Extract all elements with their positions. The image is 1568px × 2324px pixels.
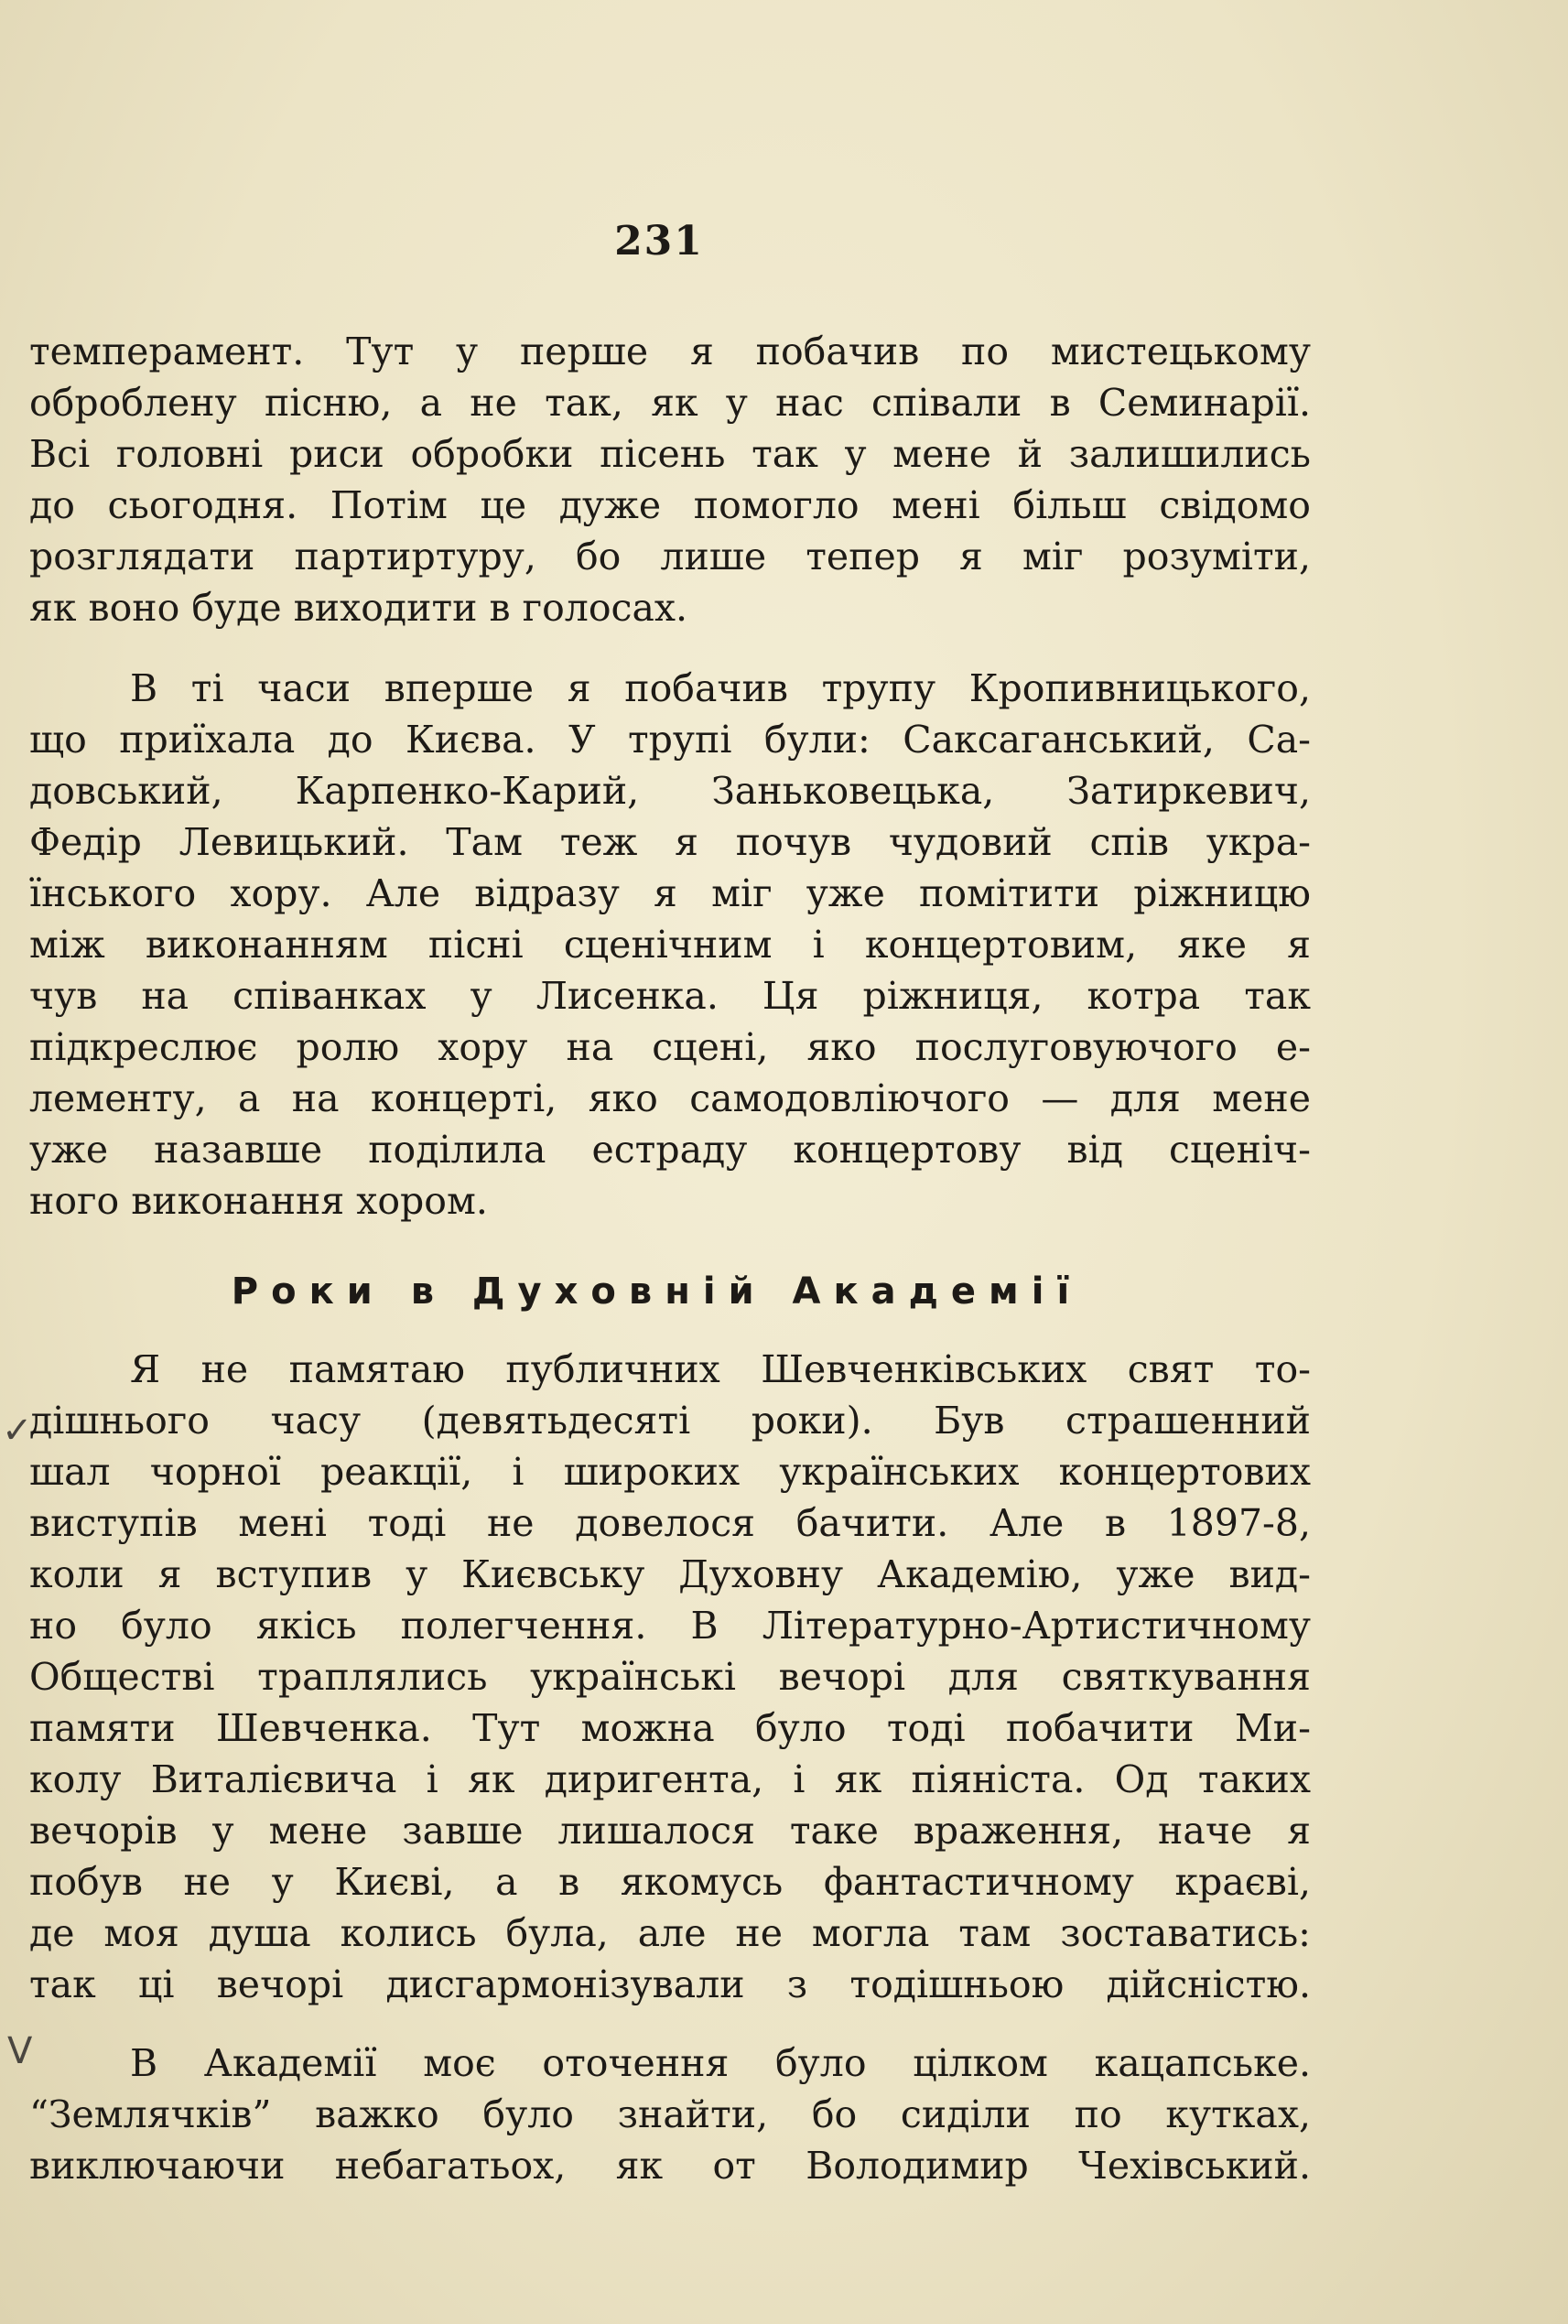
- text-line: їнського хору. Але відразу я міг уже помітити ріжницю: [29, 871, 1311, 915]
- text-line: що приїхала до Києва. У трупі були: Саксаганський, Са-: [29, 718, 1311, 762]
- paragraph-3: [29, 1344, 1311, 2010]
- text-line: побув не у Києві, а в якомусь фантастичному краєві,: [29, 1860, 1311, 1904]
- text-line: В Академії моє оточення було цілком кацапське.: [130, 2041, 1311, 2085]
- text-line: но було якісь полегчення. В Літературно-Артистичному: [29, 1604, 1311, 1648]
- text-line: виступів мені тоді не довелося бачити. Але в 1897-8,: [29, 1501, 1311, 1545]
- text-line: підкреслює ролю хору на сцені, яко послуговуючого е-: [29, 1025, 1311, 1069]
- text-line: лементу, а на концерті, яко самодовліючого — для мене: [29, 1076, 1311, 1120]
- text-line: вечорів у мене завше лишалося таке враження, наче я: [29, 1809, 1311, 1853]
- text-line: Обществі траплялись українські вечорі для святкування: [29, 1655, 1311, 1699]
- text-line: дішнього часу (девятьдесяті роки). Був страшенний: [29, 1399, 1311, 1443]
- text-line: “Землячків” важко було знайти, бо сиділи по кутках,: [29, 2092, 1311, 2136]
- text-line: виключаючи небагатьох, як от Володимир Чехівський.: [29, 2144, 1311, 2188]
- text-line: ного виконання хором.: [29, 1179, 488, 1223]
- text-line: Федір Левицький. Там теж я почув чудовий спів укра-: [29, 820, 1311, 864]
- text-line: коли я вступив у Києвську Духовну Академію, уже вид-: [29, 1552, 1311, 1596]
- paragraph-2: [29, 663, 1311, 1227]
- text-line: Я не памятаю публичних Шевченківських свят то-: [130, 1347, 1311, 1391]
- text-line: шал чорної реакції, і широких українських концертових: [29, 1450, 1311, 1494]
- margin-v-mark: V: [7, 2030, 33, 2072]
- paragraph-4: [29, 2038, 1311, 2191]
- text-line: В ті часи вперше я побачив трупу Кропивницького,: [130, 666, 1311, 710]
- text-line: розглядати партиртуру, бо лише тепер я міг розуміти,: [29, 535, 1311, 578]
- text-line: між виконанням пісні сценічним і концертовим, яке я: [29, 923, 1311, 967]
- text-line: довський, Карпенко-Карий, Заньковецька, Затиркевич,: [29, 769, 1311, 813]
- text-line: колу Виталієвича і як диригента, і як піяніста. Од таких: [29, 1757, 1311, 1801]
- text-line: темперамент. Тут у перше я побачив по мистецькому: [29, 330, 1311, 373]
- page-number: 231: [614, 218, 704, 265]
- text-line: як воно буде виходити в голосах.: [29, 586, 688, 630]
- margin-checkmark: ✓: [2, 1410, 33, 1452]
- text-line: де моя душа колись була, але не могла там зоставатись:: [29, 1911, 1311, 1955]
- text-line: чув на співанках у Лисенка. Ця ріжниця, котра так: [29, 974, 1311, 1018]
- paragraph-1: [29, 326, 1311, 633]
- text-line: Всі головні риси обробки пісень так у мене й залишились: [29, 432, 1311, 476]
- text-line: памяти Шевченка. Тут можна було тоді побачити Ми-: [29, 1706, 1311, 1750]
- text-line: так ці вечорі дисгармонізували з тодішньою дійсністю.: [29, 1962, 1311, 2006]
- text-line: уже назавше поділила естраду концертову від сценіч-: [29, 1128, 1311, 1172]
- section-heading: Роки в Духовній Академії: [231, 1270, 1083, 1313]
- text-line: оброблену пісню, а не так, як у нас співали в Семинарії.: [29, 381, 1311, 425]
- text-line: до сьогодня. Потім це дуже помогло мені більш свідомо: [29, 483, 1311, 527]
